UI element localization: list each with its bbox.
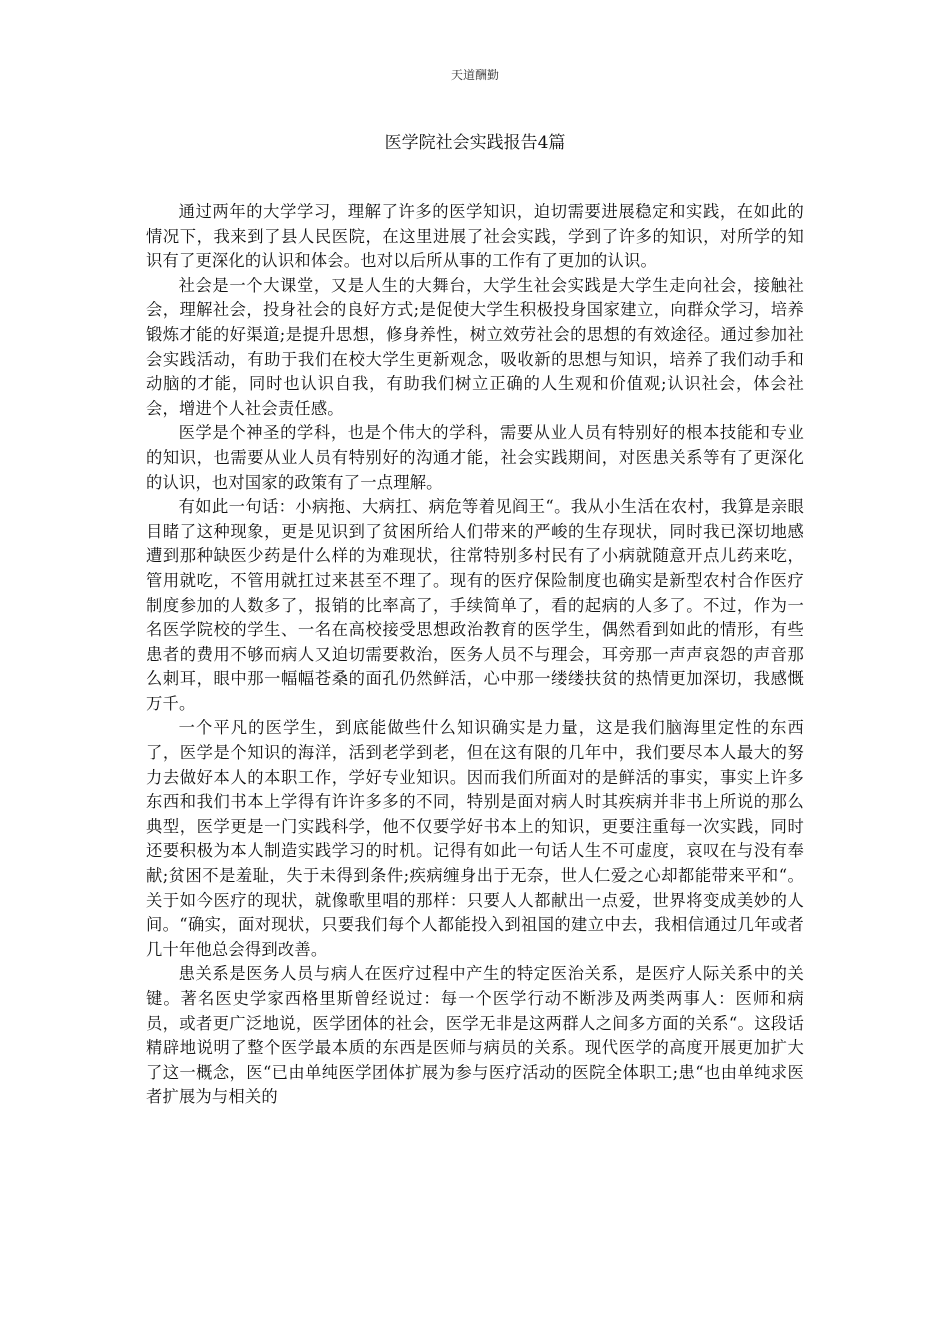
paragraph: 社会是一个大课堂，又是人生的大舞台，大学生社会实践是大学生走向社会，接触社会，理解社会，投身社会的良好方式;是促使大学生积极投身国家建立，向群众学习，培养锻炼才能的好渠道;是提升思想，修身养性，树立效劳社会的思想的有效途径。通过参加社会实践活动，有助于我们在校大学生更新观念，吸收新的思想与知识，培养了我们动手和动脑的才能，同时也认识自我，有助我们树立正确的人生观和价值观;认识社会，体会社会，增进个人社会责任感。 [146,275,804,418]
paragraph: 患关系是医务人员与病人在医疗过程中产生的特定医治关系，是医疗人际关系中的关键。著名医史学家西格里斯曾经说过：每一个医学行动不断涉及两类两事人：医师和病员，或者更广泛地说，医学团体的社会，医学无非是这两群人之间多方面的关系“。这段话精辟地说明了整个医学最本质的东西是医师与病员的关系。现代医学的高度开展更加扩大了这一概念，医“已由单纯医学团体扩展为参与医疗活动的医院全体职工;患“也由单纯求医者扩展为与相关的 [146,964,804,1107]
page-header: 天道酬勤 [450,68,499,82]
paragraph: 通过两年的大学学习，理解了许多的医学知识，迫切需要进展稳定和实践，在如此的情况下，我来到了县人民医院，在这里进展了社会实践，学到了许多的知识，对所学的知识有了更深化的认识和体会。也对以后所从事的工作有了更加的认识。 [146,202,804,271]
document-title: 医学院社会实践报告4篇 [384,133,566,153]
paragraph: 有如此一句话：小病拖、大病扛、病危等着见阎王“。我从小生活在农村，我算是亲眼目睹了这种现象，更是见识到了贫困所给人们带来的严峻的生存现状，同时我已深切地感遭到那种缺医少药是什么样的为难现状，往常特别多村民有了小病就随意开点儿药来吃，管用就吃，不管用就扛过来甚至不理了。现有的医疗保险制度也确实是新型农村合作医疗制度参加的人数多了，报销的比率高了，手续简单了，看的起病的人多了。不过，作为一名医学院校的学生、一名在高校接受思想政治教育的医学生，偶然看到如此的情形，有些患者的费用不够而病人又迫切需要救治，医务人员不与理会，耳旁那一声声哀怨的声音那么刺耳，眼中那一幅幅苍桑的面孔仍然鲜活，心中那一缕缕扶贫的热情更加深切，我感慨万千。 [146,497,804,713]
paragraph: 一个平凡的医学生，到底能做些什么知识确实是力量，这是我们脑海里定性的东西了，医学是个知识的海洋，活到老学到老，但在这有限的几年中，我们要尽本人最大的努力去做好本人的本职工作，学好专业知识。因而我们所面对的是鲜活的事实，事实上许多东西和我们书本上学得有许许多多的不同，特别是面对病人时其疾病并非书上所说的那么典型，医学更是一门实践科学，他不仅要学好书本上的知识，更要注重每一次实践，同时还要积极为本人制造实践学习的时机。记得有如此一句话人生不可虚度，哀叹在与没有奉献;贫困不是羞耻，失于未得到条件;疾病缠身出于无奈，世人仁爱之心却都能带来平和“。关于如今医疗的现状，就像歌里唱的那样：只要人人都献出一点爱，世界将变成美妙的人间。“确实，面对现状，只要我们每个人都能投入到祖国的建立中去，我相信通过几年或者几十年他总会得到改善。 [146,718,804,959]
document-body [146,200,804,1110]
paragraph: 医学是个神圣的学科，也是个伟大的学科，需要从业人员有特别好的根本技能和专业的知识，也需要从业人员有特别好的沟通才能，社会实践期间，对医患关系等有了更深化的认识，也对国家的政策有了一点理解。 [146,423,804,492]
